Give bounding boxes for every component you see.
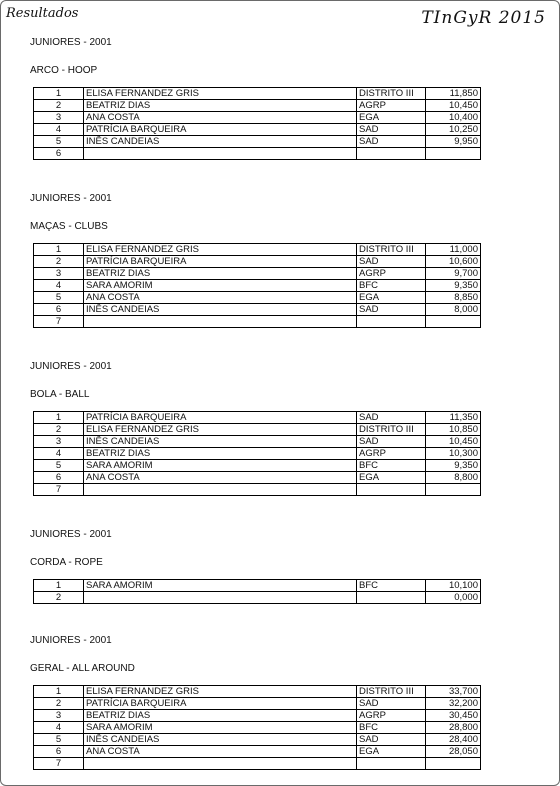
gymnast-name-cell: PATRÍCIA BARQUEIRA	[84, 698, 357, 710]
results-section	[30, 36, 490, 159]
club-cell: EGA	[357, 112, 426, 124]
club-cell: SAD	[357, 412, 426, 424]
club-cell: BFC	[357, 722, 426, 734]
results-section	[30, 192, 490, 327]
rank-cell: 3	[34, 268, 84, 280]
table-row	[34, 436, 481, 448]
rank-cell: 3	[34, 436, 84, 448]
table-row	[34, 280, 481, 292]
gymnast-name-cell: PATRÍCIA BARQUEIRA	[84, 256, 357, 268]
table-row	[34, 484, 481, 496]
score-cell: 10,400	[426, 112, 481, 124]
table-row	[34, 698, 481, 710]
score-cell: 11,350	[426, 412, 481, 424]
category-heading: JUNIORES - 2001	[30, 529, 112, 540]
club-cell: AGRP	[357, 268, 426, 280]
score-cell: 8,850	[426, 292, 481, 304]
score-cell: 8,000	[426, 304, 481, 316]
table-row	[34, 244, 481, 256]
club-cell: SAD	[357, 124, 426, 136]
table-row	[34, 448, 481, 460]
score-cell: 10,100	[426, 580, 481, 592]
table-row	[34, 112, 481, 124]
table-row	[34, 472, 481, 484]
rank-cell: 1	[34, 244, 84, 256]
score-cell: 10,250	[426, 124, 481, 136]
club-cell: DISTRITO III	[357, 424, 426, 436]
rank-cell: 5	[34, 136, 84, 148]
category-heading: JUNIORES - 2001	[30, 361, 112, 372]
rank-cell: 4	[34, 722, 84, 734]
score-cell: 10,600	[426, 256, 481, 268]
score-cell: 28,050	[426, 746, 481, 758]
apparatus-heading: BOLA - BALL	[30, 389, 90, 400]
club-cell: BFC	[357, 280, 426, 292]
gymnast-name-cell: SARA AMORIM	[84, 460, 357, 472]
score-cell: 28,400	[426, 734, 481, 746]
apparatus-heading: MAÇAS - CLUBS	[30, 221, 108, 232]
gymnast-name-cell: SARA AMORIM	[84, 722, 357, 734]
table-row	[34, 460, 481, 472]
handwritten-title: Resultados	[6, 6, 79, 21]
club-cell: SAD	[357, 256, 426, 268]
gymnast-name-cell: BEATRIZ DIAS	[84, 448, 357, 460]
score-cell: 10,450	[426, 100, 481, 112]
rank-cell: 1	[34, 412, 84, 424]
rank-cell: 6	[34, 472, 84, 484]
gymnast-name-cell: ANA COSTA	[84, 112, 357, 124]
score-cell	[426, 148, 481, 160]
club-cell	[357, 758, 426, 770]
rank-cell: 5	[34, 292, 84, 304]
table-row	[34, 268, 481, 280]
club-cell: EGA	[357, 746, 426, 758]
rank-cell: 7	[34, 316, 84, 328]
score-cell: 9,700	[426, 268, 481, 280]
score-cell: 10,850	[426, 424, 481, 436]
rank-cell: 1	[34, 686, 84, 698]
club-cell: AGRP	[357, 448, 426, 460]
rank-cell: 3	[34, 710, 84, 722]
gymnast-name-cell: ELISA FERNANDEZ GRIS	[84, 88, 357, 100]
club-cell: SAD	[357, 436, 426, 448]
score-cell	[426, 316, 481, 328]
gymnast-name-cell: BEATRIZ DIAS	[84, 710, 357, 722]
gymnast-name-cell: ELISA FERNANDEZ GRIS	[84, 244, 357, 256]
table-row	[34, 710, 481, 722]
gymnast-name-cell: INÊS CANDEIAS	[84, 136, 357, 148]
score-cell: 10,300	[426, 448, 481, 460]
score-cell: 0,000	[426, 592, 481, 604]
apparatus-heading: GERAL - ALL AROUND	[30, 663, 135, 674]
table-row	[34, 304, 481, 316]
club-cell: SAD	[357, 304, 426, 316]
results-table	[33, 243, 481, 328]
table-row	[34, 686, 481, 698]
table-row	[34, 100, 481, 112]
gymnast-name-cell: PATRÍCIA BARQUEIRA	[84, 412, 357, 424]
rank-cell: 6	[34, 304, 84, 316]
gymnast-name-cell: SARA AMORIM	[84, 280, 357, 292]
rank-cell: 5	[34, 734, 84, 746]
table-row	[34, 424, 481, 436]
club-cell: SAD	[357, 698, 426, 710]
gymnast-name-cell	[84, 316, 357, 328]
gymnast-name-cell: BEATRIZ DIAS	[84, 268, 357, 280]
score-cell	[426, 484, 481, 496]
score-cell: 30,450	[426, 710, 481, 722]
category-heading: JUNIORES - 2001	[30, 635, 112, 646]
club-cell: BFC	[357, 580, 426, 592]
rank-cell: 6	[34, 746, 84, 758]
results-section	[30, 528, 490, 603]
table-row	[34, 88, 481, 100]
score-cell: 11,850	[426, 88, 481, 100]
handwritten-event-label: TInGyR 2015	[421, 8, 546, 28]
table-row	[34, 136, 481, 148]
results-table	[33, 87, 481, 160]
rank-cell: 4	[34, 124, 84, 136]
club-cell: DISTRITO III	[357, 244, 426, 256]
gymnast-name-cell: INÊS CANDEIAS	[84, 436, 357, 448]
score-cell: 28,800	[426, 722, 481, 734]
rank-cell: 2	[34, 698, 84, 710]
rank-cell: 2	[34, 424, 84, 436]
club-cell	[357, 484, 426, 496]
score-cell: 32,200	[426, 698, 481, 710]
gymnast-name-cell	[84, 484, 357, 496]
score-cell: 10,450	[426, 436, 481, 448]
club-cell	[357, 148, 426, 160]
results-table	[33, 685, 481, 770]
gymnast-name-cell: ELISA FERNANDEZ GRIS	[84, 424, 357, 436]
club-cell: AGRP	[357, 710, 426, 722]
table-row	[34, 124, 481, 136]
gymnast-name-cell: ANA COSTA	[84, 292, 357, 304]
rank-cell: 7	[34, 484, 84, 496]
gymnast-name-cell: BEATRIZ DIAS	[84, 100, 357, 112]
table-row	[34, 256, 481, 268]
gymnast-name-cell: ELISA FERNANDEZ GRIS	[84, 686, 357, 698]
results-table	[33, 579, 481, 604]
score-cell: 9,350	[426, 460, 481, 472]
rank-cell: 4	[34, 280, 84, 292]
gymnast-name-cell: PATRÍCIA BARQUEIRA	[84, 124, 357, 136]
gymnast-name-cell	[84, 148, 357, 160]
score-cell: 9,950	[426, 136, 481, 148]
rank-cell: 2	[34, 100, 84, 112]
club-cell: SAD	[357, 734, 426, 746]
gymnast-name-cell: INÊS CANDEIAS	[84, 304, 357, 316]
club-cell	[357, 592, 426, 604]
rank-cell: 1	[34, 580, 84, 592]
club-cell	[357, 316, 426, 328]
rank-cell: 1	[34, 88, 84, 100]
table-row	[34, 316, 481, 328]
gymnast-name-cell: SARA AMORIM	[84, 580, 357, 592]
category-heading: JUNIORES - 2001	[30, 37, 112, 48]
results-section	[30, 360, 490, 495]
rank-cell: 6	[34, 148, 84, 160]
score-cell: 11,000	[426, 244, 481, 256]
apparatus-heading: CORDA - ROPE	[30, 557, 103, 568]
results-section	[30, 634, 490, 769]
table-row	[34, 412, 481, 424]
table-row	[34, 580, 481, 592]
score-cell: 33,700	[426, 686, 481, 698]
category-heading: JUNIORES - 2001	[30, 193, 112, 204]
table-row	[34, 592, 481, 604]
table-row	[34, 746, 481, 758]
table-row	[34, 722, 481, 734]
rank-cell: 5	[34, 460, 84, 472]
club-cell: SAD	[357, 136, 426, 148]
results-table	[33, 411, 481, 496]
gymnast-name-cell	[84, 758, 357, 770]
club-cell: EGA	[357, 472, 426, 484]
rank-cell: 4	[34, 448, 84, 460]
table-row	[34, 734, 481, 746]
table-row	[34, 292, 481, 304]
score-cell: 8,800	[426, 472, 481, 484]
club-cell: DISTRITO III	[357, 88, 426, 100]
rank-cell: 2	[34, 256, 84, 268]
gymnast-name-cell	[84, 592, 357, 604]
gymnast-name-cell: INÊS CANDEIAS	[84, 734, 357, 746]
apparatus-heading: ARCO - HOOP	[30, 65, 98, 76]
score-cell: 9,350	[426, 280, 481, 292]
rank-cell: 7	[34, 758, 84, 770]
table-row	[34, 758, 481, 770]
club-cell: AGRP	[357, 100, 426, 112]
rank-cell: 2	[34, 592, 84, 604]
club-cell: EGA	[357, 292, 426, 304]
rank-cell: 3	[34, 112, 84, 124]
score-cell	[426, 758, 481, 770]
club-cell: BFC	[357, 460, 426, 472]
table-row	[34, 148, 481, 160]
gymnast-name-cell: ANA COSTA	[84, 746, 357, 758]
gymnast-name-cell: ANA COSTA	[84, 472, 357, 484]
club-cell: DISTRITO III	[357, 686, 426, 698]
